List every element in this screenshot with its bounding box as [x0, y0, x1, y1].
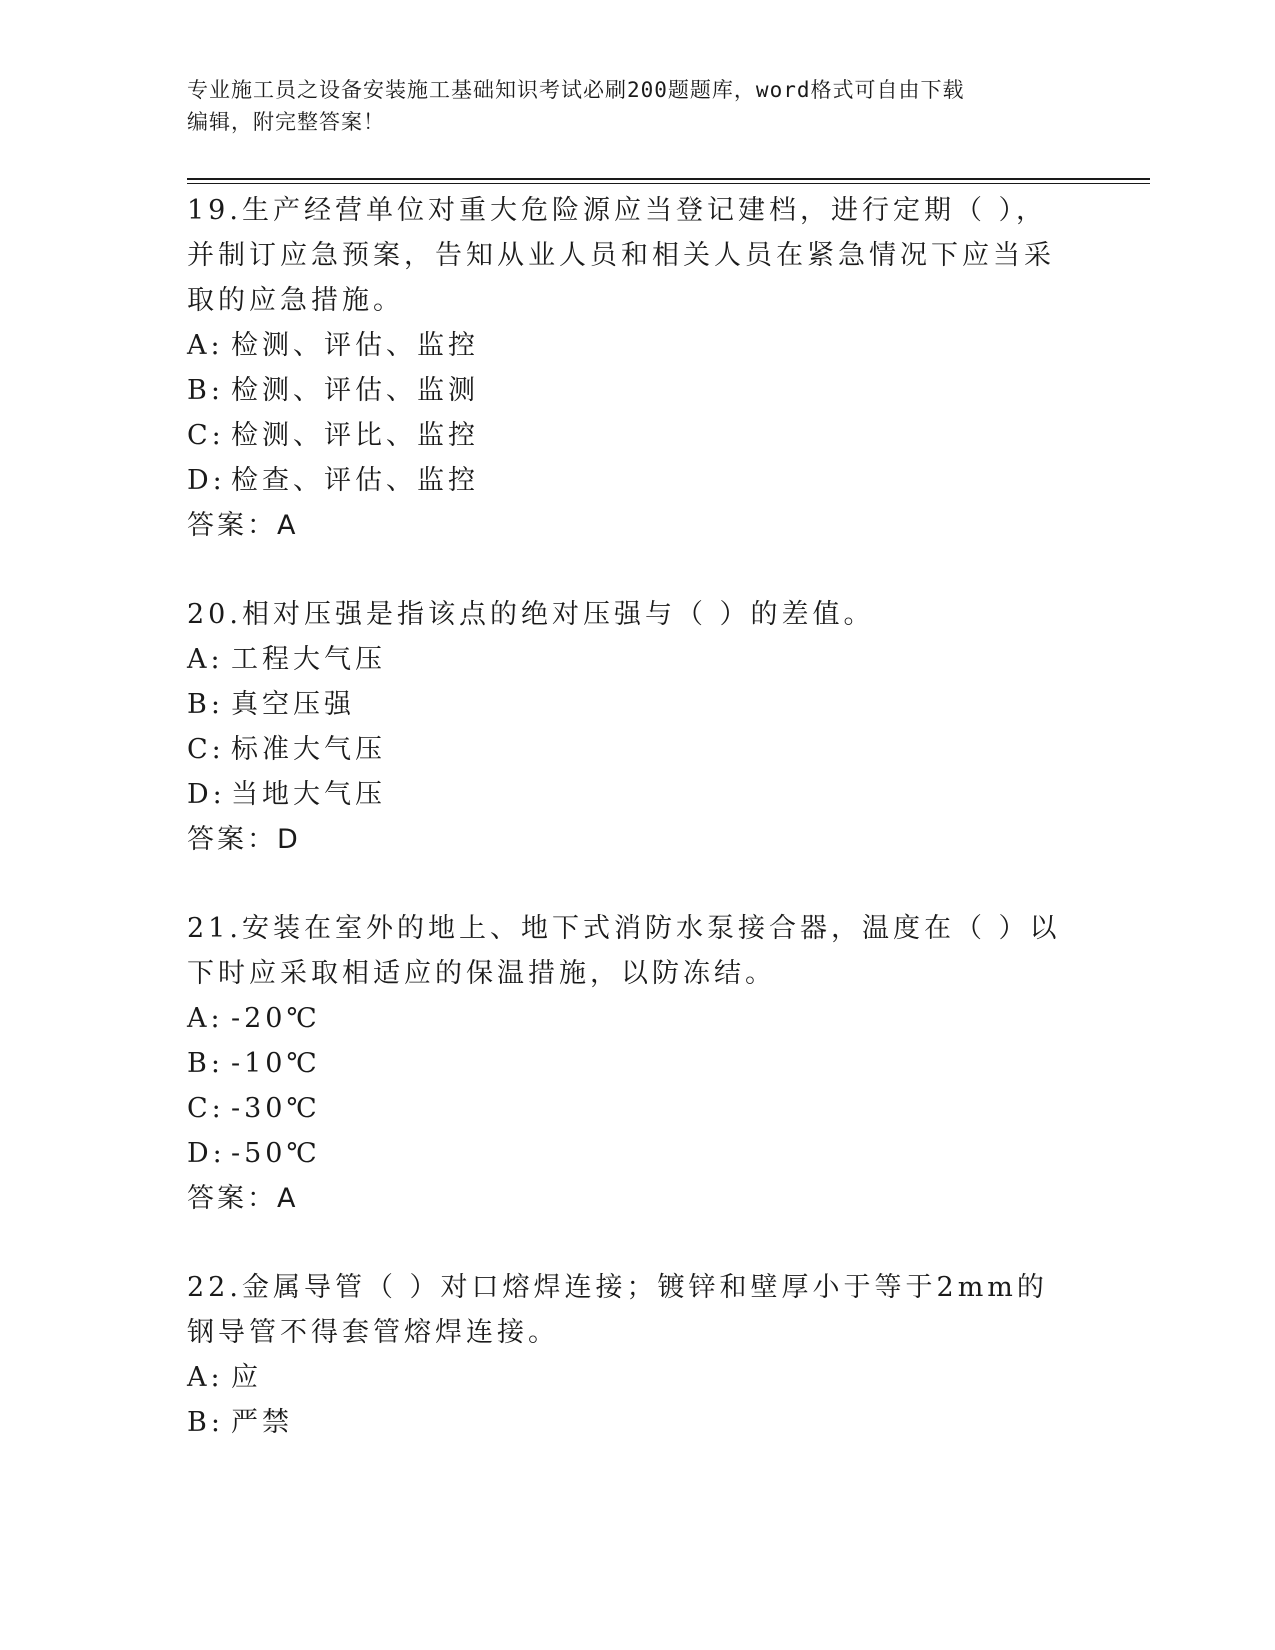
- option-text: 严禁: [231, 1407, 293, 1438]
- question-text: 21.安装在室外的地上、地下式消防水泵接合器，温度在（ ）以下时应采取相适应的保温措施，以防冻结。: [187, 913, 1061, 989]
- question-21: [187, 906, 1067, 1221]
- option-label: C:: [187, 1093, 225, 1124]
- header-line-2: 编辑，附完整答案！: [187, 110, 385, 134]
- question-text: 20.相对压强是指该点的绝对压强与（ ）的差值。: [187, 599, 875, 630]
- option-label: A:: [187, 1003, 224, 1034]
- option-text: 检测、评比、监控: [231, 420, 479, 451]
- question-list: [187, 188, 1067, 1489]
- header-rule-thick: [187, 178, 1150, 180]
- option-text: -50℃: [231, 1138, 321, 1169]
- option-label: B:: [187, 1407, 224, 1438]
- option-text: -10℃: [231, 1048, 321, 1079]
- option-text: 检测、评估、监控: [231, 330, 479, 361]
- answer-line: 答案：A: [187, 1183, 299, 1214]
- option-label: B:: [187, 375, 224, 406]
- option-label: B:: [187, 1048, 224, 1079]
- option-text: -30℃: [231, 1093, 321, 1124]
- option-a: [187, 323, 1067, 368]
- option-c: [187, 1086, 1067, 1131]
- option-text: 检测、评估、监测: [231, 375, 479, 406]
- header-rule-thin: [187, 183, 1150, 184]
- option-a: [187, 996, 1067, 1041]
- question-text: 19.生产经营单位对重大危险源应当登记建档，进行定期（ ），并制订应急预案，告知从业人员和相关人员在紧急情况下应当采取的应急措施。: [187, 195, 1055, 316]
- option-d: [187, 1131, 1067, 1176]
- option-text: 应: [231, 1362, 262, 1393]
- option-d: [187, 458, 1067, 503]
- option-label: A:: [187, 1362, 224, 1393]
- question-19: [187, 188, 1067, 548]
- option-a: [187, 1355, 1067, 1400]
- option-c: [187, 413, 1067, 458]
- option-b: [187, 368, 1067, 413]
- option-b: [187, 1400, 1067, 1445]
- option-text: 标准大气压: [231, 734, 386, 765]
- question-22: [187, 1265, 1067, 1445]
- answer-line: 答案：A: [187, 510, 299, 541]
- option-a: [187, 637, 1067, 682]
- option-text: -20℃: [231, 1003, 321, 1034]
- option-text: 当地大气压: [231, 779, 386, 810]
- option-label: C:: [187, 734, 225, 765]
- option-label: A:: [187, 644, 224, 675]
- option-label: C:: [187, 420, 225, 451]
- option-b: [187, 1041, 1067, 1086]
- document-header: [187, 74, 1067, 138]
- option-label: A:: [187, 330, 224, 361]
- option-c: [187, 727, 1067, 772]
- option-label: D:: [187, 779, 226, 810]
- option-text: 工程大气压: [231, 644, 386, 675]
- option-label: D:: [187, 1138, 226, 1169]
- question-20: [187, 592, 1067, 862]
- option-label: D:: [187, 465, 226, 496]
- option-text: 检查、评估、监控: [231, 465, 479, 496]
- question-text: 22.金属导管（ ）对口熔焊连接；镀锌和壁厚小于等于2mm的钢导管不得套管熔焊连接。: [187, 1272, 1048, 1348]
- header-line-1: 专业施工员之设备安装施工基础知识考试必刷200题题库，word格式可自由下载: [187, 78, 965, 102]
- answer-line: 答案：D: [187, 824, 301, 855]
- option-text: 真空压强: [231, 689, 355, 720]
- option-d: [187, 772, 1067, 817]
- option-b: [187, 682, 1067, 727]
- option-label: B:: [187, 689, 224, 720]
